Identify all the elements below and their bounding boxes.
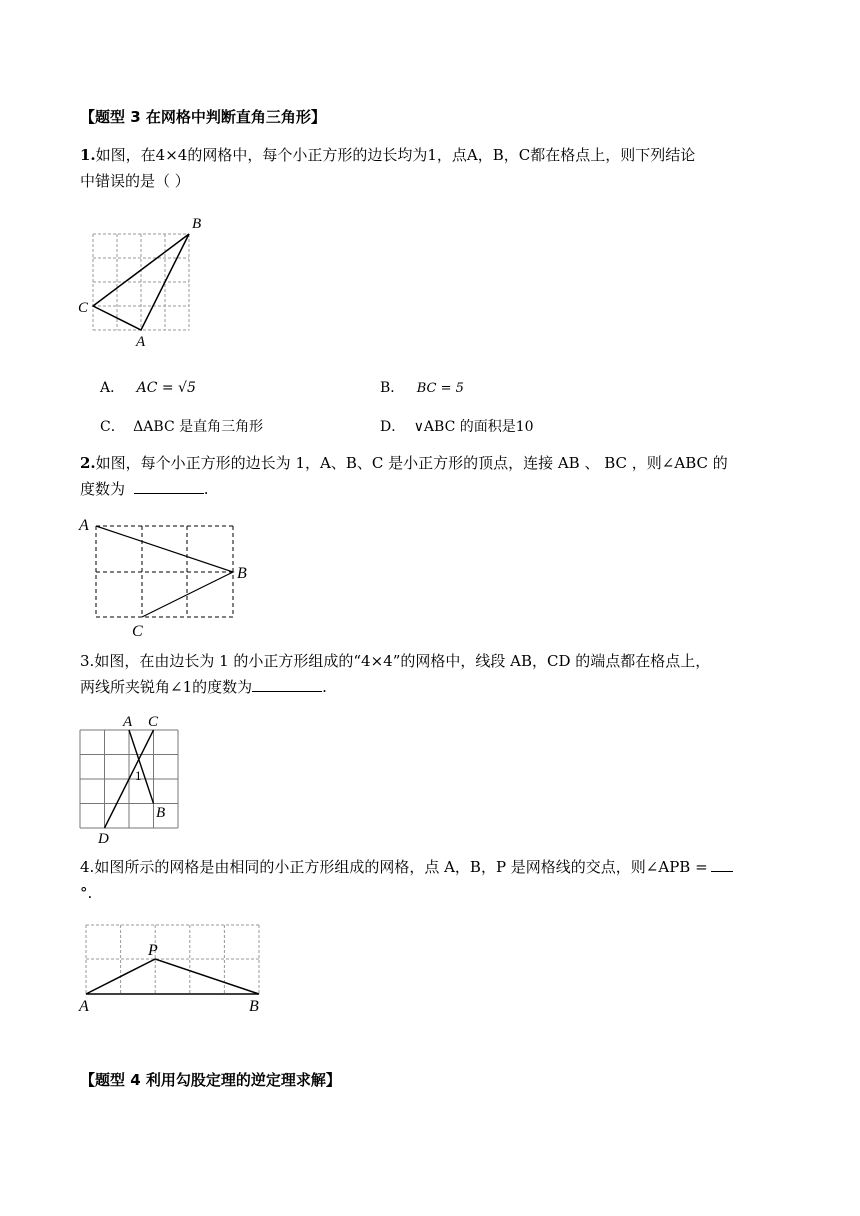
- answer-blank[interactable]: [134, 477, 204, 494]
- q1-grid-figure: [75, 212, 215, 352]
- label-b: B: [237, 565, 247, 582]
- label-b: B: [192, 216, 202, 232]
- answer-blank[interactable]: [252, 675, 322, 692]
- label-a: A: [79, 998, 89, 1015]
- label-c: C: [132, 623, 143, 640]
- dashed-grid: [86, 925, 259, 994]
- q3-grid-figure: [75, 710, 190, 846]
- label-a: A: [136, 334, 146, 350]
- question-line: 如图，在由边长为 1 的小正方形组成的“4×4”的网格中，线段 AB，CD 的端点都在格点上，: [94, 652, 711, 670]
- label-p: P: [148, 942, 158, 959]
- answer-blank[interactable]: [711, 855, 733, 872]
- label-d: D: [98, 831, 109, 846]
- option-a: [100, 377, 196, 397]
- question-line: 如图所示的网格是由相同的小正方形组成的网格，点 A，B，P 是网格线的交点，则∠APB =: [94, 858, 708, 876]
- option-b: [380, 377, 464, 397]
- label-a: A: [123, 714, 133, 730]
- section-heading: 【题型 4 利用勾股定理的逆定理求解】: [80, 1071, 341, 1089]
- punctuation: .: [203, 480, 209, 498]
- option-text: ∨ABC 的面积是10: [413, 419, 534, 435]
- label-b: B: [249, 998, 259, 1015]
- segment-ab: [129, 730, 154, 804]
- option-c: [100, 416, 263, 436]
- option-key: B．: [380, 380, 405, 396]
- punctuation: .: [322, 678, 327, 696]
- question-line: 度数为: [80, 480, 126, 498]
- angle-label: 1: [135, 768, 142, 783]
- question-3-text: [80, 648, 785, 700]
- option-key: C．: [100, 419, 125, 435]
- question-number: 4.: [80, 858, 95, 876]
- label-c: C: [78, 300, 89, 316]
- q4-grid-figure: [75, 915, 275, 1015]
- option-text: AC = √5: [136, 380, 196, 396]
- question-line: 中错误的是（ ）: [80, 172, 190, 190]
- label-c: C: [148, 714, 159, 730]
- dashed-grid: [93, 234, 189, 330]
- label-b: B: [156, 805, 166, 821]
- question-4-text: [80, 854, 785, 906]
- option-key: A．: [100, 380, 125, 396]
- triangle-apb: [86, 959, 259, 994]
- question-line: 如图，每个小正方形的边长为 1，A、B、C 是小正方形的顶点，连接 AB 、 BC ，则∠ABC 的: [95, 454, 728, 472]
- question-line: °.: [80, 884, 93, 902]
- question-line: 两线所夹锐角∠1的度数为: [80, 678, 253, 696]
- option-key: D．: [380, 419, 406, 435]
- option-text: BC = 5: [416, 381, 464, 396]
- question-line: 如图，在4×4的网格中，每个小正方形的边长均为1，点A，B，C都在格点上，则下列结论: [95, 146, 696, 164]
- question-number: 2.: [80, 454, 96, 472]
- question-1-text: [80, 142, 785, 194]
- question-number: 1.: [80, 146, 96, 164]
- label-a: A: [79, 517, 89, 534]
- question-2-text: [80, 450, 785, 502]
- option-d: [380, 416, 534, 436]
- dashed-grid: [96, 526, 233, 617]
- angle-lines: [96, 526, 233, 617]
- option-text: ΔABC 是直角三角形: [133, 419, 264, 435]
- section-heading: 【题型 3 在网格中判断直角三角形】: [80, 108, 326, 126]
- question-number: 3.: [80, 652, 95, 670]
- q2-grid-figure: [75, 512, 275, 640]
